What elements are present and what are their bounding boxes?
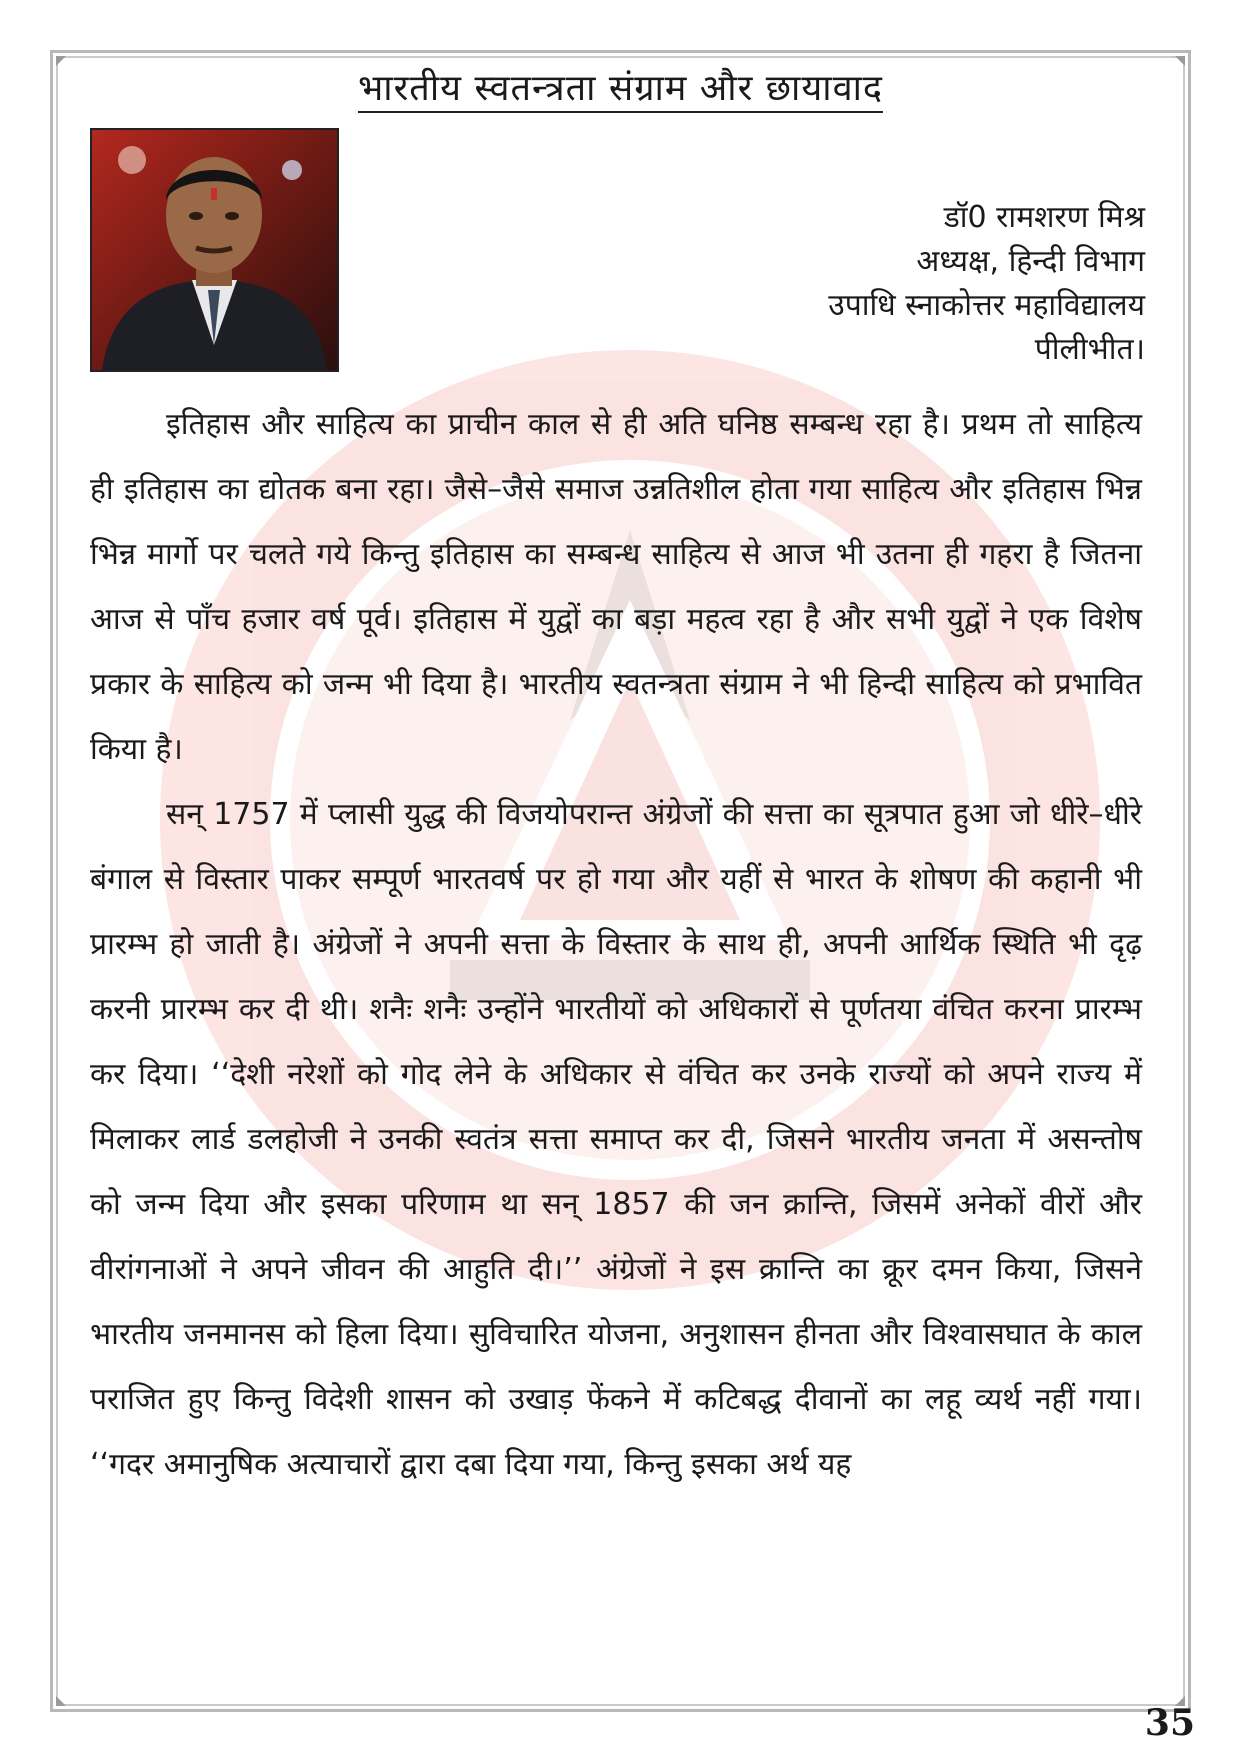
article-title: भारतीय स्वतन्त्रता संग्राम और छायावाद — [0, 62, 1241, 111]
author-institution: उपाधि स्नाकोत्तर महाविद्यालय — [828, 288, 1145, 323]
author-byline — [828, 196, 1145, 372]
paragraph: इतिहास और साहित्य का प्राचीन काल से ही अति घनिष्ठ सम्बन्ध रहा है। प्रथम तो साहित्य ही इतिहास का द्योतक बना रहा। जैसे–जैसे समाज उन्नतिशील होता गया साहित्य और इतिहास भिन्न भिन्न मार्गो पर चलते गये किन्तु इतिहास का सम्बन्ध साहित्य से आज भी उतना ही गहरा है जितना आज से पाँच हजार वर्ष पूर्व। इतिहास में युद्वों का बड़ा महत्व रहा है और सभी युद्वों ने एक विशेष प्रकार के साहित्य को जन्म भी दिया है। भारतीय स्वतन्त्रता संग्राम ने भी हिन्दी साहित्य को प्रभावित किया है। — [90, 407, 1142, 767]
border-corner-ornament — [56, 1696, 66, 1706]
article-body — [90, 392, 1142, 1497]
author-designation: अध्यक्ष, हिन्दी विभाग — [916, 244, 1145, 279]
author-photo — [90, 128, 339, 372]
page-number: 35 — [1144, 1702, 1195, 1744]
paragraph: सन् 1757 में प्लासी युद्ध की विजयोपरान्त अंग्रेजों की सत्ता का सूत्रपात हुआ जो धीरे–धीरे बंगाल से विस्तार पाकर सम्पूर्ण भारतवर्ष पर हो गया और यहीं से भारत के शोषण की कहानी भी प्रारम्भ हो जाती है। अंग्रेजों ने अपनी सत्ता के विस्तार के साथ ही, अपनी आर्थिक स्थिति भी दृढ़ करनी प्रारम्भ कर दी थी। शनैः शनैः उन्होंने भारतीयों को अधिकारों से पूर्णतया वंचित करना प्रारम्भ कर दिया। ‘‘देशी नरेशों को गोद लेने के अधिकार से वंचित कर उनके राज्यों को अपने राज्य में मिलाकर लार्ड डलहोजी ने उनकी स्वतंत्र सत्ता समाप्त कर दी, जिसने भारतीय जनता में असन्तोष को जन्म दिया और इसका परिणाम था सन् 1857 की जन क्रान्ति, जिसमें अनेकों वीरों और वीरांगनाओं ने अपने जीवन की आहुति दी।’’ अंग्रेजों ने इस क्रान्ति का क्रूर दमन किया, जिसने भारतीय जनमानस को हिला दिया। सुविचारित योजना, अनुशासन हीनता और विश्वासघात के काल पराजित हुए किन्तु विदेशी शासन को उखाड़ फेंकने में कटिबद्ध दीवानों का लहू व्यर्थ नहीं गया। ‘‘गदर अमानुषिक अत्याचारों द्वारा दबा दिया गया, किन्तु इसका अर्थ यह — [90, 797, 1142, 1482]
author-name: डॉ0 रामशरण मिश्र — [943, 200, 1145, 235]
author-city: पीलीभीत। — [1034, 332, 1145, 367]
